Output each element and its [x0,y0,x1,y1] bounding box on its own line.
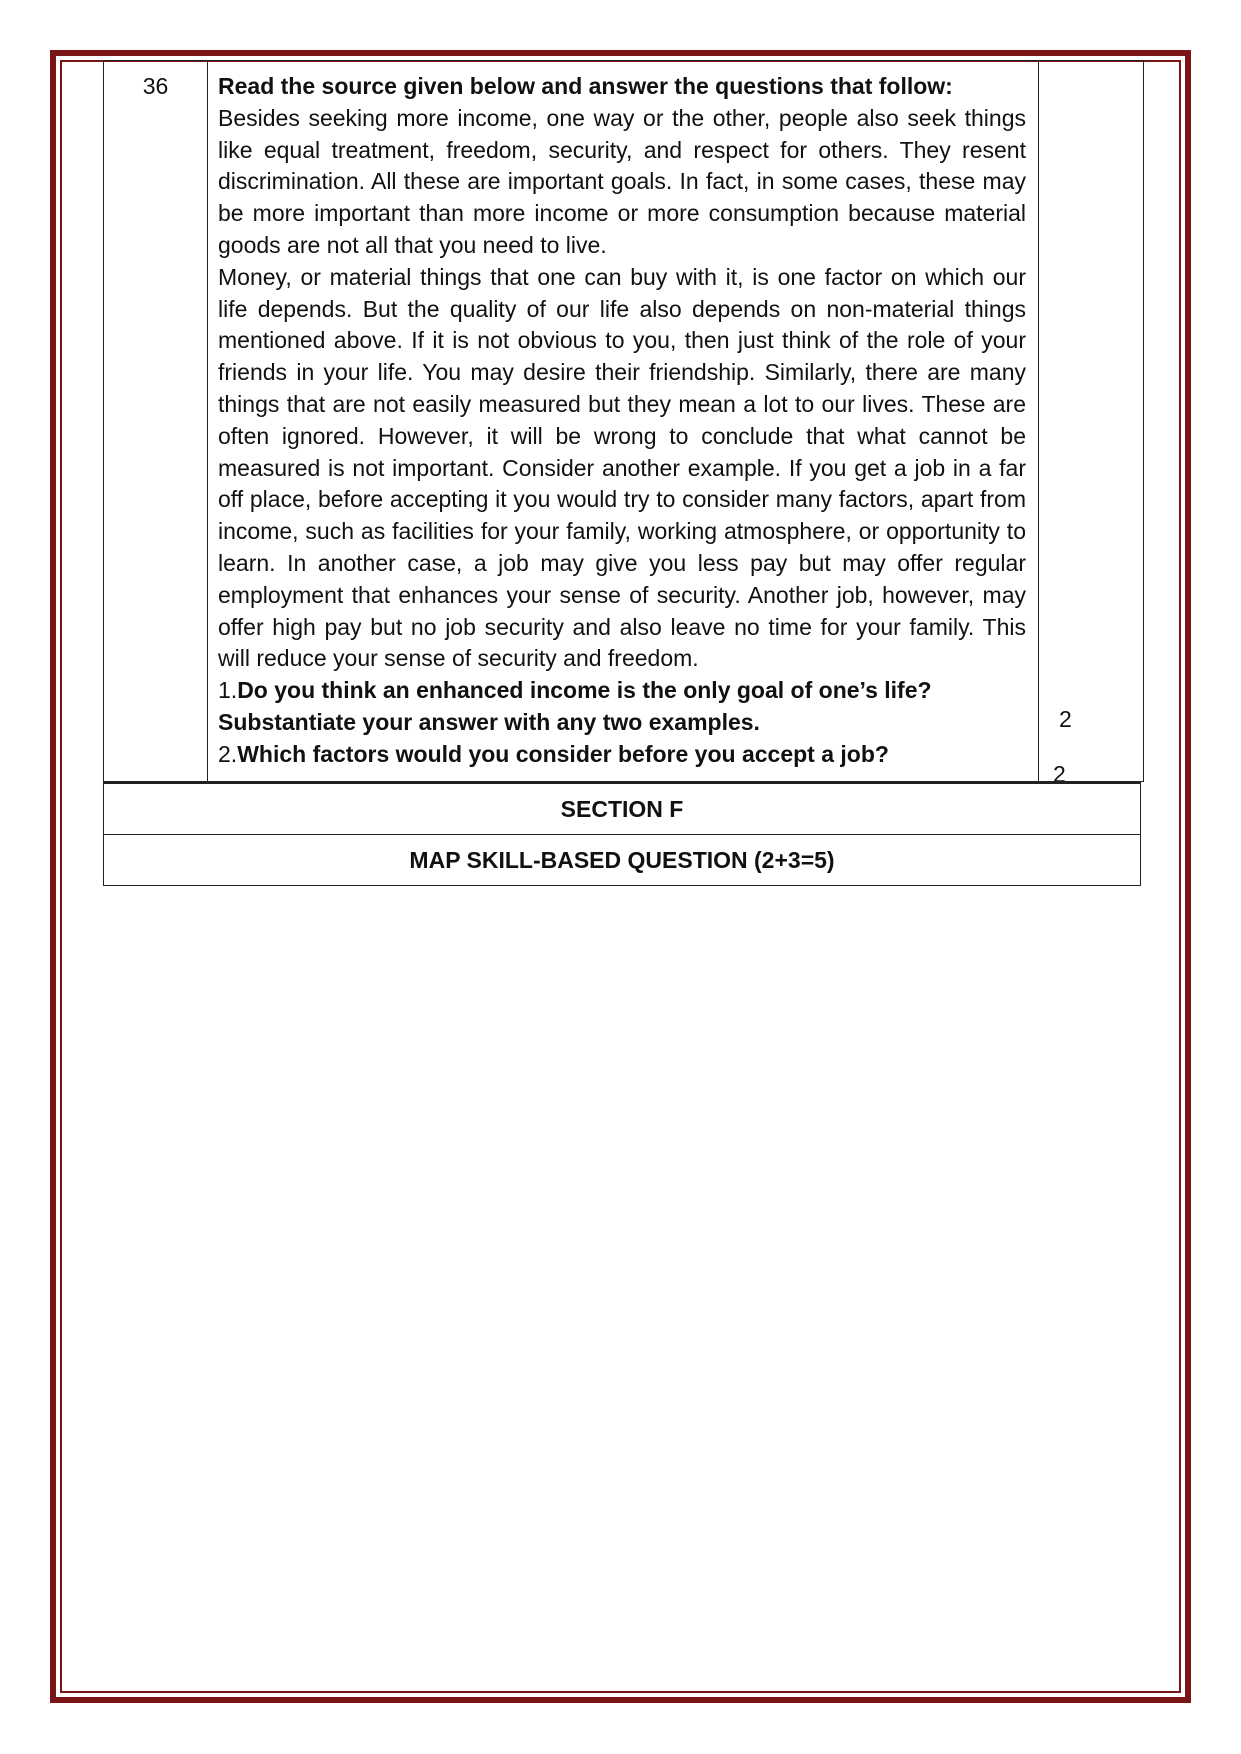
source-paragraph-2: Money, or material things that one can buy with it, is one factor on which our life depends. But the quality of our life also depends on non-material things mentioned above. If it is not obvious to you, then just think of the role of your friends in your life. You may desire their friendship. Similarly, there are many things that are not easily measured but they mean a lot to our lives. These are often ignored. However, it will be wrong to conclude that what cannot be measured is not important. Consider another example. If you get a job in a far off place, before accepting it you would try to consider many factors, apart from income, such as facilities for your family, working atmosphere, or opportunity to learn. In another case, a job may give you less pay but may offer regular employment that enhances your sense of security. Another job, however, may offer high pay but no job security and also leave no time for your family. This will reduce your sense of security and freedom. [218,263,1026,672]
sub-question-2-prefix: 2. [218,740,238,767]
section-subtitle: MAP SKILL-BASED QUESTION (2+3=5) [104,835,1141,886]
question-row [104,61,1144,782]
marks-column [1039,61,1144,787]
question-heading: Read the source given below and answer the questions that follow: [218,73,953,99]
question-number: 36 [104,61,208,782]
sub-question-1-marks: 2 [1059,706,1072,732]
sub-question-1-prefix: 1. [218,677,238,704]
sub-question-2-marks: 2 [1053,761,1066,787]
source-paragraph-1: Besides seeking more income, one way or the other, people also seek things like equal treatment, freedom, security, and respect for others. They resent discrimination. All these are important goals. In fact, in some cases, these may be more important than more income or more consumption because material goods are not all that you need to live. [218,104,1026,258]
section-title: SECTION F [104,783,1141,835]
question-body [208,61,1039,782]
sub-question-1 [218,675,1026,739]
sub-question-2-text: Which factors would you consider before you accept a job? [237,740,889,767]
section-table [103,781,1141,886]
sub-question-1-text: Do you think an enhanced income is the only goal of one’s life? Substantiate your answer with any two examples. [218,677,932,735]
sub-question-2 [218,739,1026,771]
question-table [103,60,1144,787]
